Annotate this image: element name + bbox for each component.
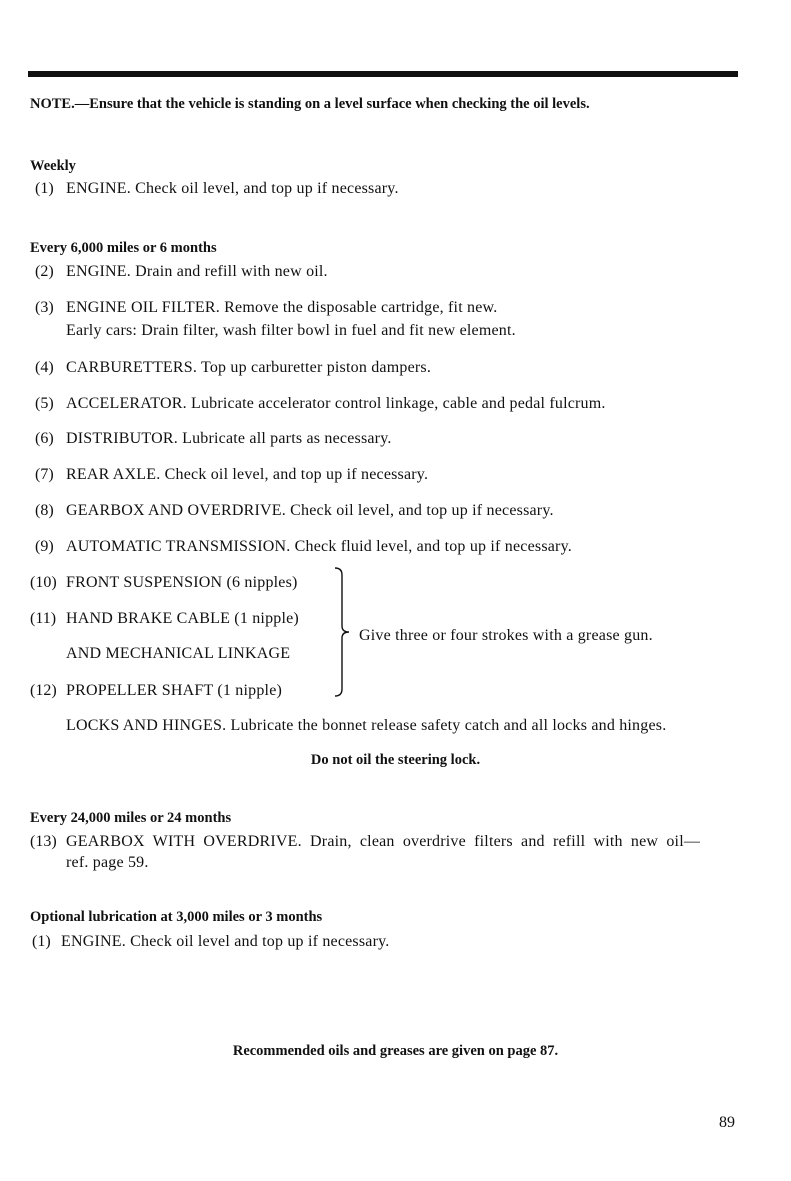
item-text: HAND BRAKE CABLE (1 nipple) [66,610,299,627]
item-number: (1) [35,180,54,197]
item-text: ENGINE. Drain and refill with new oil. [66,263,328,280]
item-number: (12) [30,682,57,699]
item-text: ACCELERATOR. Lubricate accelerator control linkage, cable and pedal fulcrum. [66,395,606,412]
item-text-continued: AND MECHANICAL LINKAGE [66,645,291,662]
page-number: 89 [719,1114,735,1131]
item-number: (8) [35,502,54,519]
steering-lock-warning: Do not oil the steering lock. [310,752,481,768]
item-number: (2) [35,263,54,280]
top-rule [28,71,738,77]
item-text: ENGINE OIL FILTER. Remove the disposable cartridge, fit new. [66,299,498,316]
heading-optional: Optional lubrication at 3,000 miles or 3 months [30,909,323,925]
item-text: PROPELLER SHAFT (1 nipple) [66,682,283,699]
item-text: ENGINE. Check oil level and top up if necessary. [61,933,390,950]
heading-6000: Every 6,000 miles or 6 months [30,240,217,256]
item-text-continued: Early cars: Drain filter, wash filter bowl in fuel and fit new element. [66,322,516,339]
brace-instruction: Give three or four strokes with a grease gun. [359,627,653,644]
item-number: (6) [35,430,54,447]
recommended-oils-note: Recommended oils and greases are given on page 87. [232,1043,559,1059]
item-number: (3) [35,299,54,316]
item-text: GEARBOX WITH OVERDRIVE. Drain, clean overdrive filters and refill with new oil— [66,833,701,850]
note-text: NOTE.—Ensure that the vehicle is standing on a level surface when checking the oil levels. [30,96,590,112]
item-text: DISTRIBUTOR. Lubricate all parts as necessary. [66,430,392,447]
heading-weekly: Weekly [30,158,76,174]
item-number: (1) [32,933,51,950]
item-text: ENGINE. Check oil level, and top up if necessary. [66,180,399,197]
curly-brace [333,566,355,698]
item-text-continued: ref. page 59. [66,854,149,871]
locks-and-hinges-text: LOCKS AND HINGES. Lubricate the bonnet release safety catch and all locks and hinges. [66,717,667,734]
item-number: (11) [30,610,57,627]
item-number: (5) [35,395,54,412]
item-text: GEARBOX AND OVERDRIVE. Check oil level, and top up if necessary. [66,502,554,519]
item-number: (4) [35,359,54,376]
item-number: (7) [35,466,54,483]
item-text: FRONT SUSPENSION (6 nipples) [66,574,298,591]
item-text: CARBURETTERS. Top up carburetter piston dampers. [66,359,432,376]
heading-24000: Every 24,000 miles or 24 months [30,810,232,826]
item-number: (10) [30,574,57,591]
item-text: AUTOMATIC TRANSMISSION. Check fluid level, and top up if necessary. [66,538,572,555]
item-number: (9) [35,538,54,555]
item-number: (13) [30,833,57,850]
item-text: REAR AXLE. Check oil level, and top up if necessary. [66,466,429,483]
